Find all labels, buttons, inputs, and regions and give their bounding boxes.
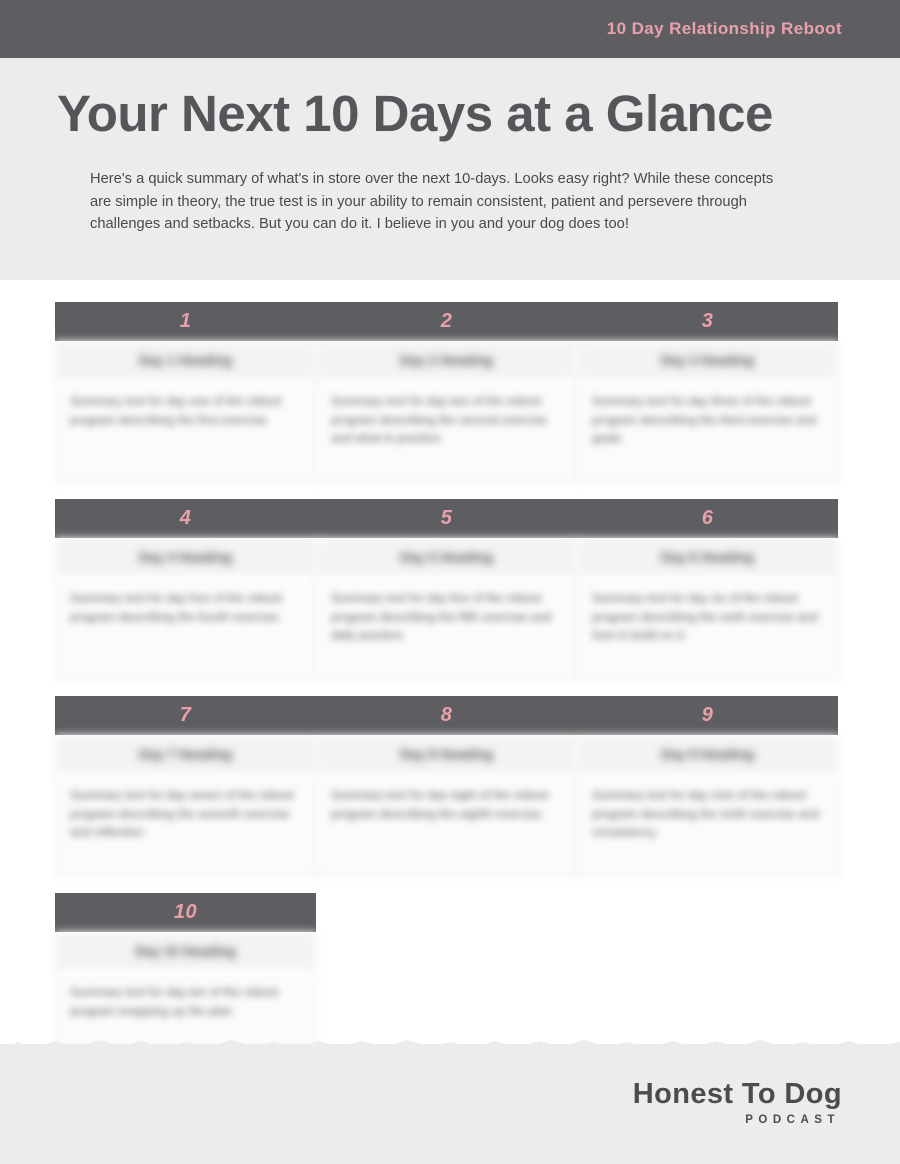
header-section <box>0 58 900 280</box>
day-number: 2 <box>440 310 453 332</box>
day-body: Summary text for day one of the reboot program describing the first exercise. <box>55 380 317 482</box>
day-number: 6 <box>701 507 714 529</box>
day-subtitle: Day 9 Heading <box>577 735 839 774</box>
day-card <box>55 696 317 876</box>
day-body: Summary text for day seven of the reboot program describing the seventh exercise and reflection. <box>55 774 317 876</box>
day-number: 3 <box>701 310 714 332</box>
day-card-header <box>577 696 839 735</box>
day-number: 7 <box>179 704 192 726</box>
day-card-header <box>55 893 317 932</box>
brand-subtitle: PODCAST <box>745 1114 840 1126</box>
day-subtitle: Day 3 Heading <box>577 341 839 380</box>
page-title: Your Next 10 Days at a Glance <box>57 85 773 142</box>
day-subtitle: Day 5 Heading <box>316 538 578 577</box>
day-card-header <box>577 302 839 341</box>
day-subtitle: Day 4 Heading <box>55 538 317 577</box>
day-card <box>577 302 839 482</box>
day-card-header <box>55 696 317 735</box>
day-card-header <box>316 499 578 538</box>
day-subtitle: Day 7 Heading <box>55 735 317 774</box>
day-subtitle: Day 1 Heading <box>55 341 317 380</box>
intro-paragraph: Here's a quick summary of what's in store over the next 10-days. Looks easy right? While these concepts are simple in theory, the true test is in your ability to remain consistent, patient and persevere through challenges and setbacks. But you can do it. I believe in you and your dog does too! <box>90 171 774 233</box>
day-subtitle: Day 2 Heading <box>316 341 578 380</box>
day-body: Summary text for day ten of the reboot program wrapping up the plan. <box>55 971 317 1073</box>
day-number: 1 <box>179 310 192 332</box>
day-card <box>316 302 578 482</box>
day-number: 4 <box>179 507 192 529</box>
day-card <box>55 302 317 482</box>
day-card-header <box>55 302 317 341</box>
day-subtitle: Day 6 Heading <box>577 538 839 577</box>
day-body: Summary text for day two of the reboot program describing the second exercise and what to practice. <box>316 380 578 482</box>
footer-brand <box>633 1080 842 1126</box>
day-number: 10 <box>173 901 198 923</box>
day-card-header <box>577 499 839 538</box>
day-number: 9 <box>701 704 714 726</box>
day-body: Summary text for day eight of the reboot program describing the eighth exercise. <box>316 774 578 876</box>
day-number: 5 <box>440 507 453 529</box>
footer-section <box>0 1044 900 1164</box>
day-card-header <box>316 302 578 341</box>
day-body: Summary text for day four of the reboot program describing the fourth exercise. <box>55 577 317 679</box>
days-row <box>55 499 839 679</box>
days-row <box>55 302 839 482</box>
day-number: 8 <box>440 704 453 726</box>
day-subtitle: Day 10 Heading <box>55 932 317 971</box>
day-body: Summary text for day six of the reboot program describing the sixth exercise and how to build on it. <box>577 577 839 679</box>
day-body: Summary text for day five of the reboot program describing the fifth exercise and daily practice. <box>316 577 578 679</box>
day-card <box>55 499 317 679</box>
days-grid <box>55 302 839 1090</box>
day-card <box>316 696 578 876</box>
torn-paper-edge-icon <box>0 1035 900 1053</box>
day-body: Summary text for day nine of the reboot program describing the ninth exercise and consistency. <box>577 774 839 876</box>
top-banner <box>0 0 900 58</box>
day-card <box>577 696 839 876</box>
day-card-header <box>316 696 578 735</box>
day-card <box>577 499 839 679</box>
days-row <box>55 696 839 876</box>
banner-title: 10 Day Relationship Reboot <box>606 19 842 38</box>
day-card <box>316 499 578 679</box>
day-card-header <box>55 499 317 538</box>
day-subtitle: Day 8 Heading <box>316 735 578 774</box>
brand-name: Honest To Dog <box>632 1078 842 1110</box>
day-body: Summary text for day three of the reboot program describing the third exercise and goals. <box>577 380 839 482</box>
